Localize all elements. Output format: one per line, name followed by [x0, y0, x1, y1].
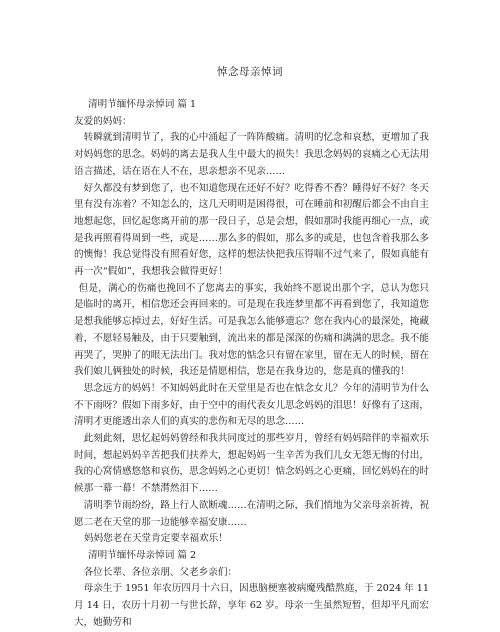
paragraph: 清明季节雨纷纷，路上行人欲断魂……在清明之际，我们悄地为父亲母亲祈祷，祝愿二老在天堂的那一边能够幸福安康……: [74, 499, 429, 528]
paragraph: 但是，满心的伤痛也挽回不了您离去的事实，我始终不愿说出那个字，总认为您只是临时的离开，相信您还会再回来的。可是现在我连梦里都不再看到您了，我知道您是想我能够忘掉过去，好好生活。可是我怎么能够遗忘？您在我内心的最深处，掩藏着，不愿轻易触及，由于只要触到，流出来的都是深深的伤痛和满满的思念。我不能再哭了，哭肿了的眼无法出门。我对您的惦念只有留在家里，留在无人的时候，留在我们娘儿俩独处的时候，我还是情愿相信，您是在我身边的，您是真的懂我的！: [74, 282, 429, 378]
paragraph: 母亲生于 1951 年农历四月十六日，因患脑梗塞被病魔残酷熬庭，于 2024 年 11 月 14 日，农历十月初一与世长辞，享年 62 岁。母亲一生虽然短暂，但却平凡而宏大，她勤劳和: [74, 583, 429, 628]
document-body: [74, 97, 429, 632]
paragraph: 转瞬就到清明节了，我的心中涌起了一阵阵酸痛。清明的忆念和哀愁，更增加了我对妈妈您的思念。妈妈的离去是我人生中最大的损失！我思念妈妈的哀痛之心无法用语言描述，话在语在人不在，思亲想亲不见亲……: [74, 132, 429, 177]
section-heading: 清明节缅怀母亲悼词 篇 2: [88, 549, 197, 561]
paragraph: 思念远方的妈妈！不知妈妈此时在天堂里是否也在惦念女儿？今年的清明节为什么不下雨呀？假如下雨多好，由于空中的雨代表女儿思念妈妈的泪思！好像有了这雨，清明才更能透出亲人们的真实的悲伤和无尽的思念……: [74, 382, 429, 428]
closing-line: 妈妈您老在天堂肯定要幸福欢乐！: [84, 533, 228, 545]
paragraph: 好久都没有梦到您了，也不知道您现在还好不好？吃得香不香？睡得好不好？冬天里有没有冻着？不知怎么的，这几天明明是困得很，可在睡前和初醒后都会不由自主地想起您，回忆起您离开前的那一段日子，总是会想，假如那时我能再细心一点，或是我再照看得周到一些，或是……那么多的假如，那么多的或是，也包含着我那么多的懊悔！我总觉得没有照看好您，这样的想法快把我压得喘不过气来了，假如真能有再一次“假如”，我想我会做得更好！: [74, 182, 429, 278]
document-title: 悼念母亲悼词: [217, 66, 283, 78]
paragraph: 此刻此刻，思忆起妈妈曾经和我共同度过的那些岁月，曾经有妈妈陪伴的幸福欢乐时间，想起妈妈辛苦把我们扶养大，想起妈妈一生辛苦为我们儿女无怨无悔的付出，我的心窝情感悠悠和哀伤，思念妈妈之心更切！惦念妈妈之心更痛，回忆妈妈在的时候那一幕一幕！不禁潸然泪下……: [74, 433, 429, 495]
section-heading: 清明节缅怀母亲悼词 篇 1: [88, 99, 197, 110]
greeting: 友爱的妈妈：: [74, 115, 132, 127]
greeting: 各位长辈、各位亲朋、父老乡亲们：: [83, 566, 238, 578]
